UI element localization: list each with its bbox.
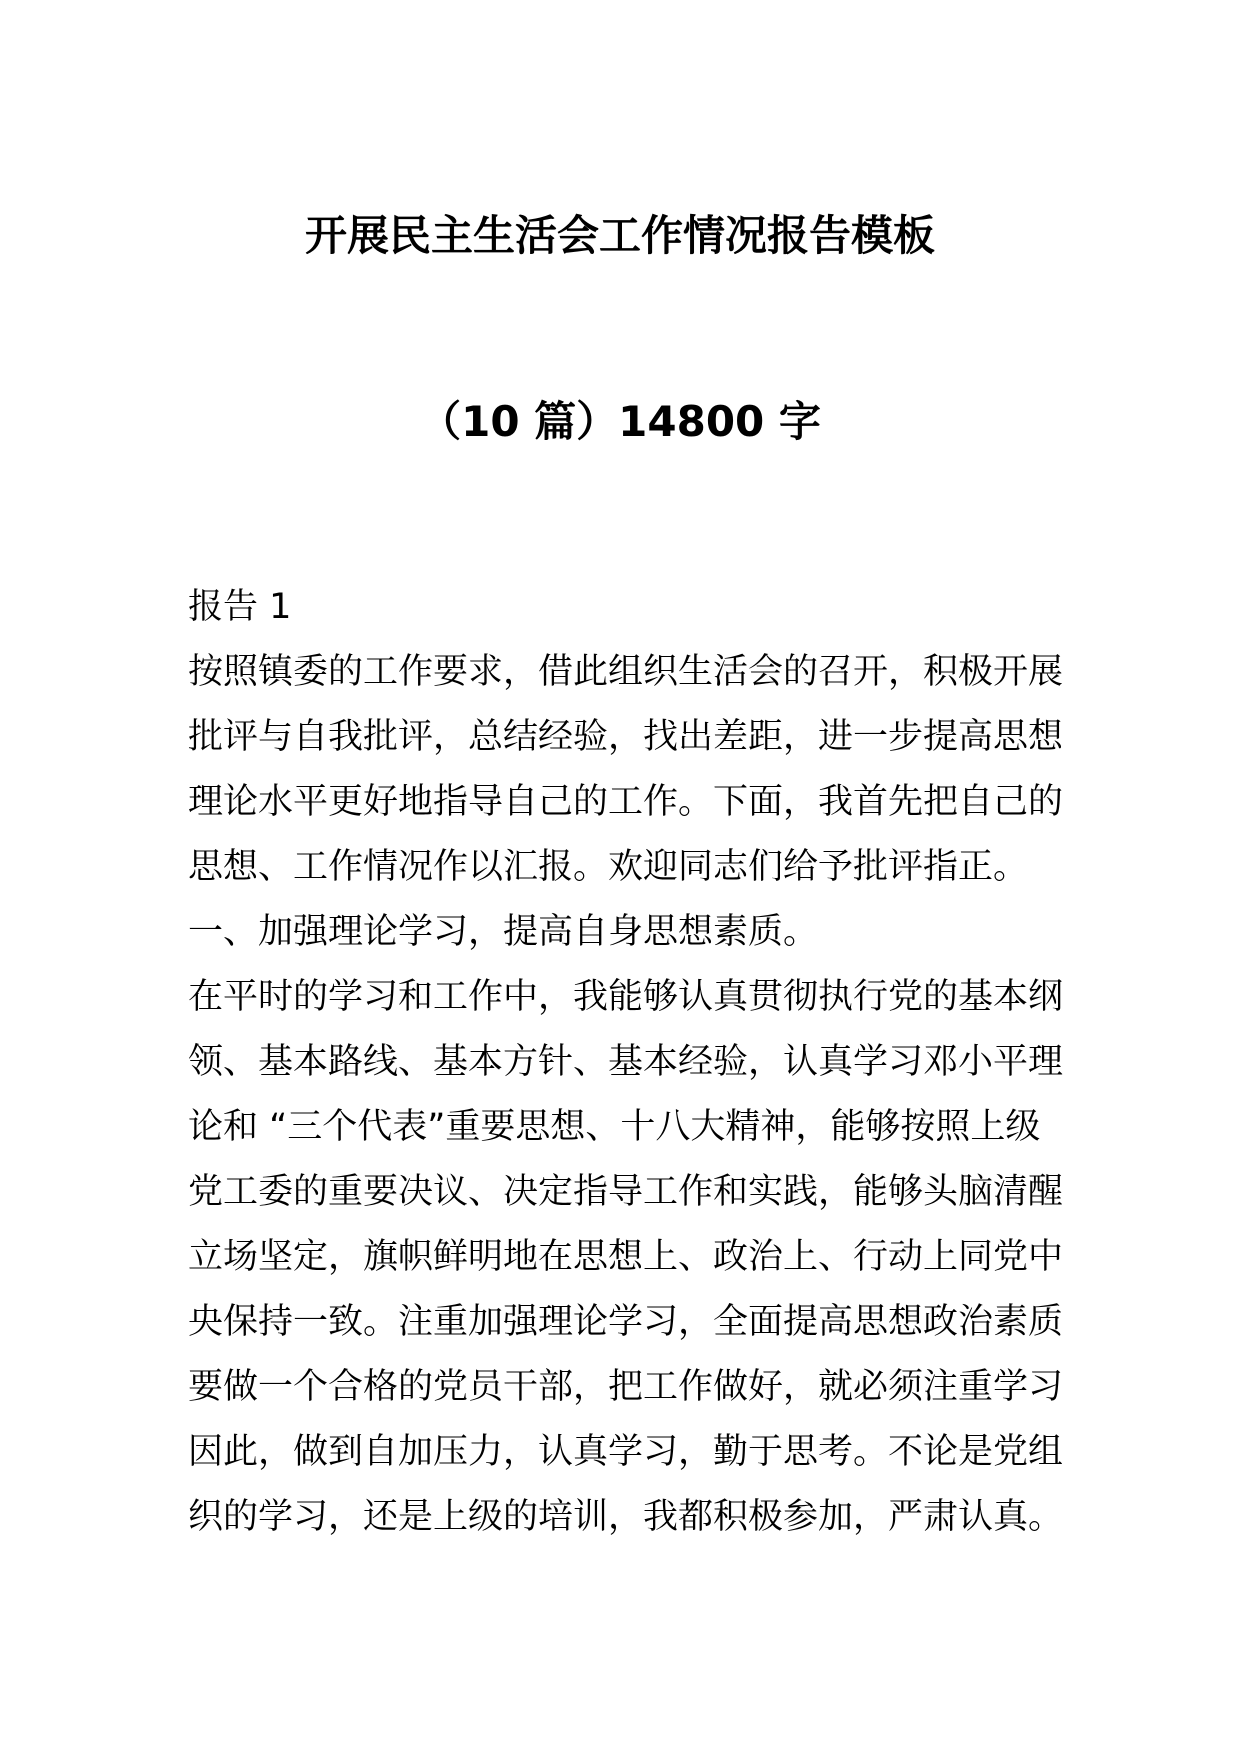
body-line: 织的学习，还是上级的培训，我都积极参加，严肃认真。	[188, 1497, 1064, 1537]
body-line: 领、基本路线、基本方针、基本经验，认真学习邓小平理	[188, 1042, 1064, 1082]
body-line: 因此，做到自加压力，认真学习，勤于思考。不论是党组	[188, 1432, 1064, 1472]
section-heading-report-1: 报告 1	[188, 587, 292, 627]
body-line: 党工委的重要决议、决定指导工作和实践，能够头脑清醒	[188, 1172, 1064, 1212]
body-line: 批评与自我批评，总结经验，找出差距，进一步提高思想	[188, 717, 1064, 757]
body-line: 央保持一致。注重加强理论学习，全面提高思想政治素质	[188, 1302, 1064, 1342]
subsection-heading: 一、加强理论学习，提高自身思想素质。	[188, 912, 819, 952]
document-title: 开展民主生活会工作情况报告模板	[304, 211, 935, 260]
document-body	[188, 575, 1068, 1550]
body-line: 立场坚定，旗帜鲜明地在思想上、政治上、行动上同党中	[188, 1237, 1064, 1277]
body-line: 论和 “三个代表”重要思想、十八大精神，能够按照上级	[188, 1107, 1041, 1147]
body-line: 在平时的学习和工作中，我能够认真贯彻执行党的基本纲	[188, 977, 1064, 1017]
body-line: 按照镇委的工作要求，借此组织生活会的召开，积极开展	[188, 652, 1064, 692]
body-line: 理论水平更好地指导自己的工作。下面，我首先把自己的	[188, 782, 1064, 822]
document-subtitle: （10 篇）14800 字	[419, 397, 821, 446]
body-line: 要做一个合格的党员干部，把工作做好，就必须注重学习	[188, 1367, 1064, 1407]
body-line: 思想、工作情况作以汇报。欢迎同志们给予批评指正。	[188, 847, 1029, 887]
